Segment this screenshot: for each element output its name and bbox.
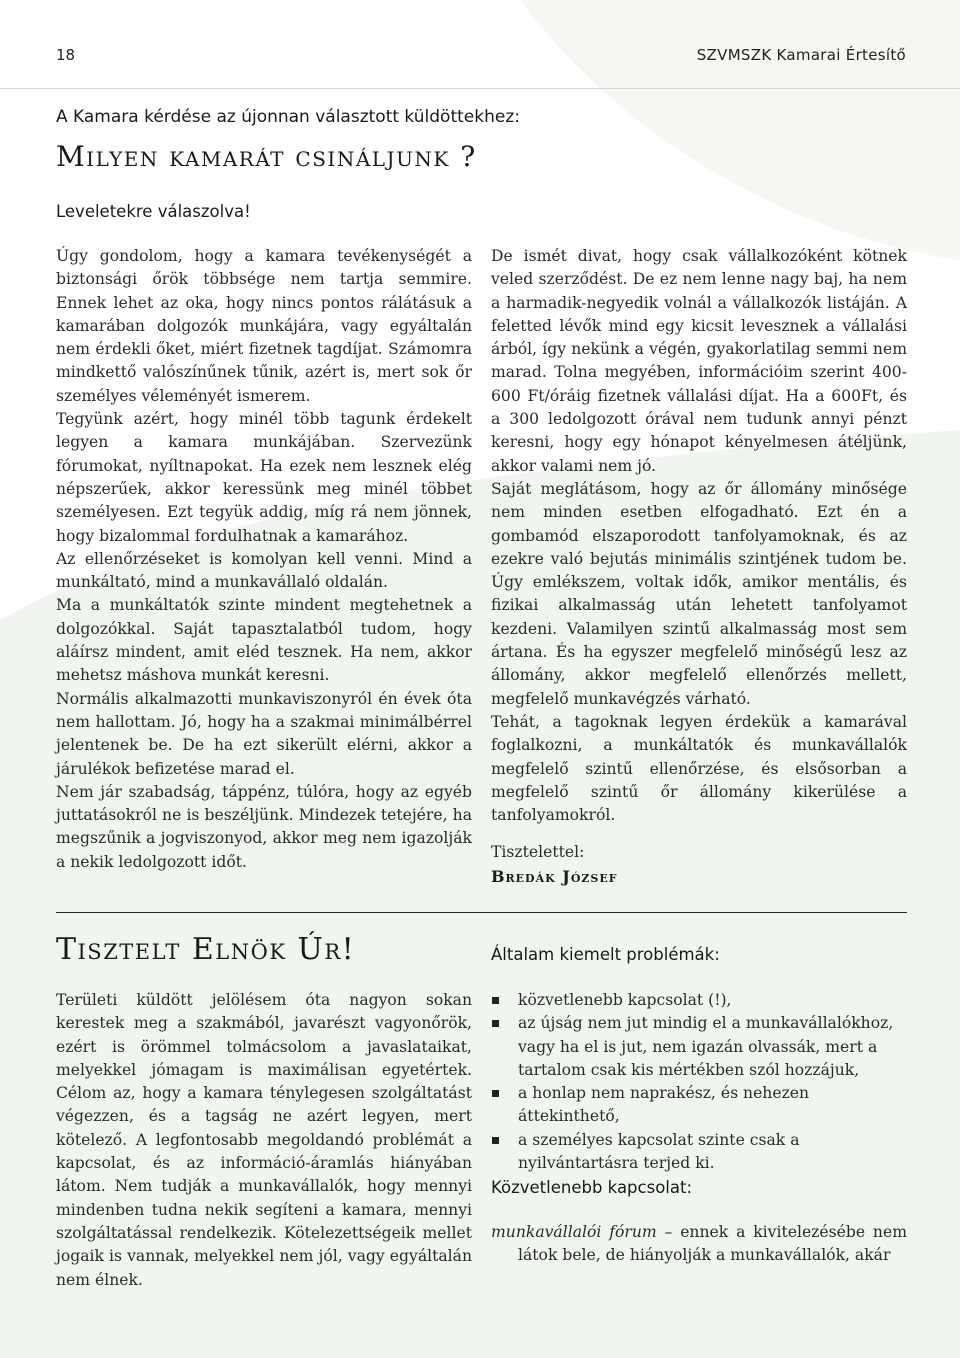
paragraph: Úgy gondolom, hogy a kamara tevékenységét a biztonsági őrök többsége nem tartja semmire. Ennek lehet az oka, hogy nincs pontos rálátásuk a kamarában dolgozók munkájára, vagy egyáltalán nem érdekli őket, miért fizetnek tagdíjat. Számomra mindkettő valószínűnek tűnik, azért is, mert sok őr személyes véleményét ismerem.	[56, 247, 472, 405]
article-right-column	[491, 245, 907, 888]
list-item	[491, 1082, 907, 1129]
article-subtitle: Leveletekre válaszolva!	[56, 202, 251, 221]
contact-term: munkavállalói fórum	[491, 1223, 657, 1241]
list-item	[491, 1012, 907, 1082]
article-title: Milyen kamarát csináljunk ?	[56, 140, 477, 173]
list-item-text: az újság nem jut mindig el a munkavállalókhoz, vagy ha el is jut, nem igazán olvassák, mert a tartalom csak kis mértékben szól hozzájuk,	[518, 1014, 894, 1079]
page-header	[56, 46, 906, 68]
contact-heading: Közvetlenebb kapcsolat:	[491, 1178, 693, 1197]
letter-title: Tisztelt Elnök Úr!	[56, 932, 356, 967]
paragraph: Ma a munkáltatók szinte mindent megtehetnek a dolgozókkal. Saját tapasztalatból tudom, hogy aláírsz mindent, amit eléd tesznek. Ha nem, akkor mehetsz máshova munkát keresni.	[56, 596, 472, 685]
contact-text: – ennek a kivitelezésébe nem látok bele, de hiányolják a munkavállalók, akár	[518, 1223, 907, 1265]
contact-column	[491, 1221, 907, 1268]
contact-paragraph	[491, 1221, 907, 1268]
list-item-text: a személyes kapcsolat szinte csak a nyilvántartásra terjed ki.	[518, 1130, 800, 1173]
paragraph: Területi küldött jelölésem óta nagyon sokan kerestek meg a szakmából, javarészt vagyonőrök, ezért is örömmel tolmácsolom a javaslataikat, melyekkel jómagam is maximálisan egyetértek. Célom az, hogy a kamara ténylegesen szolgáltatást végezzen, és a tagság ne azért legyen, mert kötelező. A legfontosabb megoldandó problémát a kapcsolat, és az információ-áramlás hiányában látom. Nem tudják a munkavállalók, hogy mennyi mindenben tudna nekik segíteni a kamara, mennyi szolgáltatással rendelkezik. Kötelezettségeik mellet jogaik is vannak, melyekkel nem jól, vagy egyáltalán nem élnek.	[56, 991, 472, 1289]
paragraph: Tehát, a tagoknak legyen érdekük a kamarával foglalkozni, a munkáltatók és munkavállalók megfelelő szintű ellenőrzése, és elsősorban a megfelelő szintű őr állomány kikerülése a tanfolyamokról.	[491, 712, 907, 825]
list-item-text: a honlap nem naprakész, és nehezen áttekinthető,	[518, 1084, 810, 1126]
bullet-square-icon	[492, 1137, 499, 1144]
problems-list	[491, 989, 907, 1175]
bullet-square-icon	[492, 1020, 499, 1027]
paragraph: Saját meglátásom, hogy az őr állomány minősége nem minden esetben elfogadható. Ezt én a gombamód elszaporodott tanfolyamoknak, és az ezekre való bejutás minimális szintjének tudom be. Úgy emlékszem, voltak idők, amikor mentális, és fizikai alkalmasság után lehetett tanfolyamot kezdeni. Valamilyen szintű alkalmasság most sem ártana. És ha egyszer megfelelő minőségű lesz az állomány, akkor megfelelő ellenőrzés mellett, megfelelő munkavégzés várható.	[491, 479, 907, 708]
header-divider	[0, 88, 960, 89]
bullet-square-icon	[492, 997, 499, 1004]
list-item	[491, 989, 907, 1012]
author-signature: Bredák József	[491, 866, 618, 886]
article-left-column	[56, 245, 472, 874]
paragraph: Nem jár szabadság, táppénz, túlóra, hogy az egyéb juttatásokról ne is beszéljünk. Mindezek tetejére, ha megszűnik a jogviszonyod, akkor meg nem igazolják a nekik ledolgozott időt.	[56, 782, 472, 871]
section-divider	[56, 912, 907, 913]
paragraph: Tegyünk azért, hogy minél több tagunk érdekelt legyen a kamara munkájában. Szervezünk fórumokat, nyíltnapokat. Ha ezek nem lesznek elég népszerűek, akkor keressünk meg minél többet személyesen. Ezt tegyük addig, míg rá nem jönnek, hogy bizalommal fordulhatnak a kamarához.	[56, 410, 472, 545]
page-number: 18	[56, 46, 76, 64]
paragraph: Az ellenőrzéseket is komolyan kell venni. Mind a munkáltató, mind a munkavállaló oldalán.	[56, 549, 472, 592]
list-item-text: közvetlenebb kapcsolat (!),	[518, 991, 732, 1009]
list-item	[491, 1129, 907, 1176]
letter-left-column	[56, 989, 472, 1292]
article-kicker: A Kamara kérdése az újonnan választott küldöttekhez:	[56, 107, 520, 127]
paragraph: De ismét divat, hogy csak vállalkozóként kötnek veled szerződést. De ez nem lenne nagy baj, ha nem a harmadik-negyedik volnál a vállalkozók listáján. A feletted lévők mind egy kicsit levesznek a vállalási árból, így nekünk a végén, gyakorlatilag semmi nem marad. Tolna megyében, információim szerint 400-600 Ft/óráig fizetnek vállalási díjat. Ha a 600Ft, és a 300 ledolgozott órával nem tudunk annyi pénzt keresni, hogy egy hónapot kényelmesen átéljünk, akkor valami nem jó.	[491, 247, 907, 475]
bullet-square-icon	[492, 1090, 499, 1097]
closing-line: Tisztelettel:	[491, 843, 585, 862]
publication-title: SZVMSZK Kamarai Értesítő	[696, 46, 906, 64]
paragraph: Normális alkalmazotti munkaviszonyról én évek óta nem hallottam. Jó, hogy ha a szakmai minimálbérrel jelentenek be. De ha ezt sikerült elérni, akkor a járulékok befizetése marad el.	[56, 689, 472, 778]
problems-heading: Általam kiemelt problémák:	[491, 945, 720, 964]
